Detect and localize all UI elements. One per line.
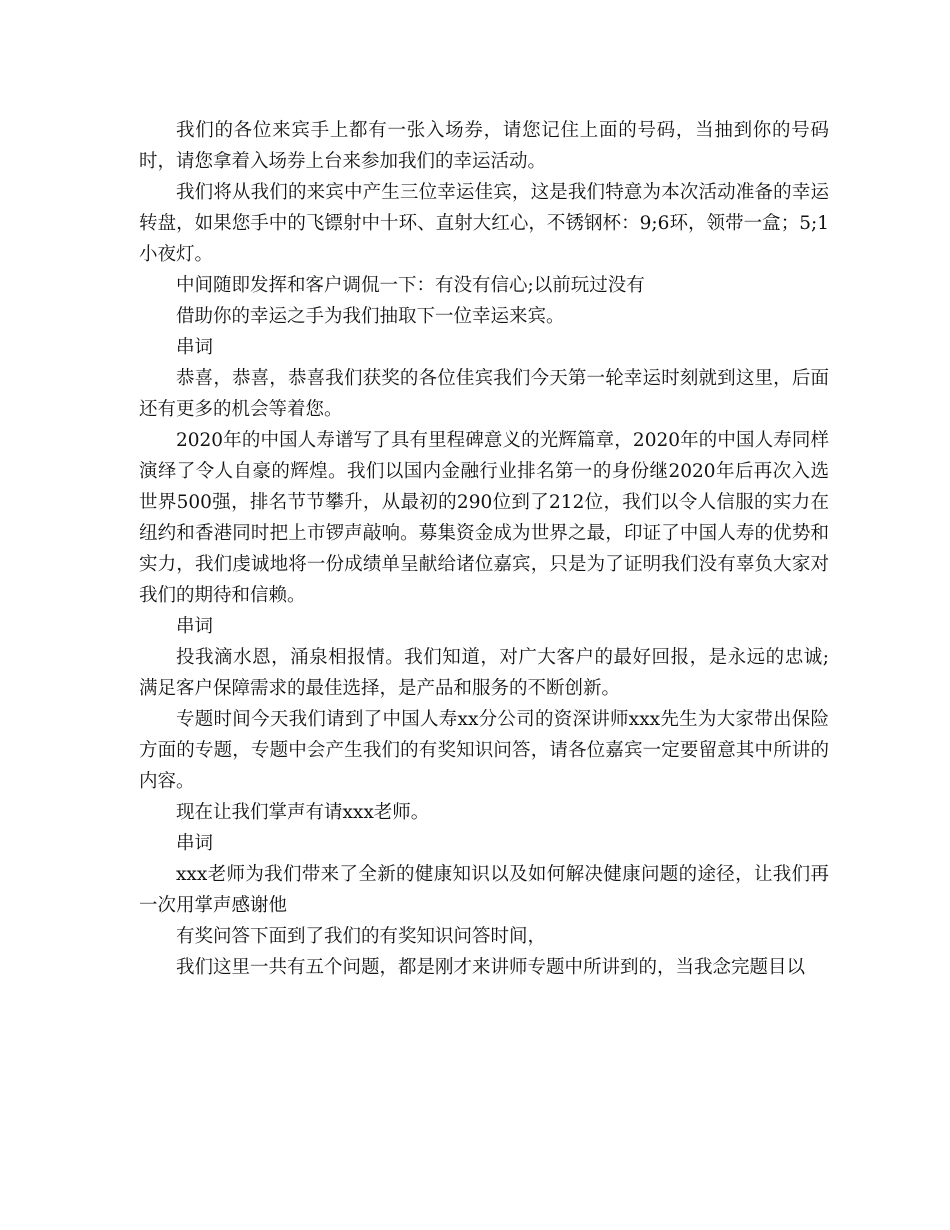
- document-body: [139, 115, 829, 983]
- paragraph: 有奖问答下面到了我们的有奖知识问答时间，: [176, 926, 547, 947]
- paragraph: 现在让我们掌声有请xxx老师。: [176, 802, 430, 823]
- paragraph: 投我滴水恩，涌泉相报情。我们知道，对广大客户的最好回报，是永远的忠诚;满足客户保障需求的最佳选择，是产品和服务的不断创新。: [139, 647, 829, 699]
- paragraph: 恭喜，恭喜，恭喜我们获奖的各位佳宾我们今天第一轮幸运时刻就到这里，后面还有更多的机会等着您。: [139, 368, 829, 420]
- section-label: 串词: [176, 616, 214, 637]
- paragraph: 中间随即发挥和客户调侃一下：有没有信心;以前玩过没有: [176, 275, 645, 296]
- paragraph: 我们这里一共有五个问题，都是刚才来讲师专题中所讲到的，当我念完题目以: [176, 957, 806, 978]
- section-label: 串词: [176, 337, 214, 358]
- section-label: 串词: [176, 833, 214, 854]
- paragraph: 我们的各位来宾手上都有一张入场券，请您记住上面的号码，当抽到你的号码时，请您拿着入场券上台来参加我们的幸运活动。: [139, 120, 829, 172]
- paragraph: 专题时间今天我们请到了中国人寿xx分公司的资深讲师xxx先生为大家带出保险方面的专题，专题中会产生我们的有奖知识问答，请各位嘉宾一定要留意其中所讲的内容。: [139, 709, 829, 792]
- paragraph: 我们将从我们的来宾中产生三位幸运佳宾，这是我们特意为本次活动准备的幸运转盘，如果您手中的飞镖射中十环、直射大红心，不锈钢杯：9;6环，领带一盒；5;1小夜灯。: [139, 182, 829, 265]
- paragraph: xxx老师为我们带来了全新的健康知识以及如何解决健康问题的途径，让我们再一次用掌声感谢他: [139, 864, 829, 916]
- paragraph: 借助你的幸运之手为我们抽取下一位幸运来宾。: [176, 306, 565, 327]
- paragraph: 2020年的中国人寿谱写了具有里程碑意义的光辉篇章，2020年的中国人寿同样演绎了令人自豪的辉煌。我们以国内金融行业排名第一的身份继2020年后再次入选世界500强，排名节节攀升，从最初的290位到了212位，我们以令人信服的实力在纽约和香港同时把上市锣声敲响。募集资金成为世界之最，印证了中国人寿的优势和实力，我们虔诚地将一份成绩单呈献给诸位嘉宾，只是为了证明我们没有辜负大家对我们的期待和信赖。: [139, 430, 829, 606]
